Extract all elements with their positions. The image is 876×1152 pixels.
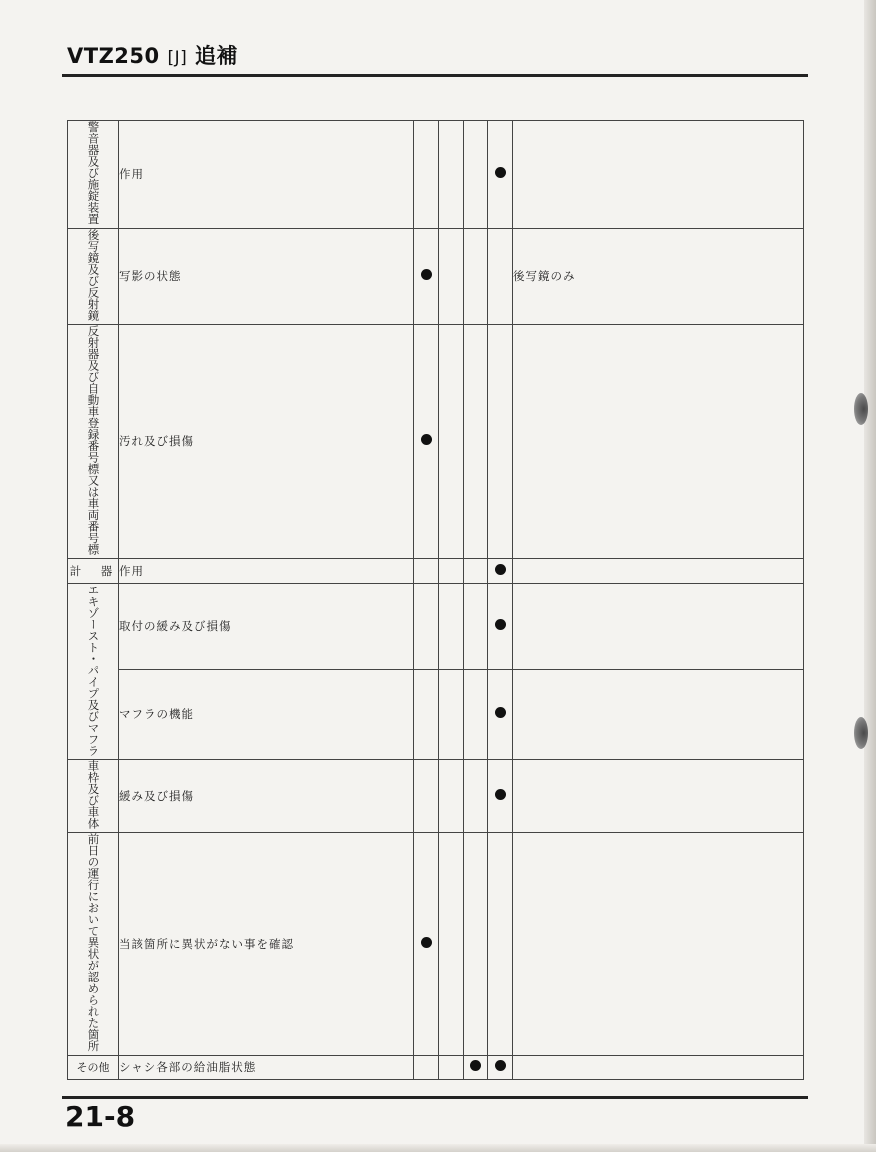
mark-cell-2 (439, 324, 464, 558)
category-cell (68, 1055, 119, 1079)
mark-cell-4 (488, 833, 513, 1056)
category-label: エキゾースト・パイプ及びマフラ (86, 583, 101, 756)
item-cell: 取付の緩み及び損傷 (119, 583, 414, 669)
mark-cell-2 (439, 669, 464, 759)
mark-cell-4 (488, 324, 513, 558)
section-name: 追補 (195, 44, 239, 68)
mark-cell-3 (464, 669, 488, 759)
category-cell (68, 228, 119, 324)
table-row (68, 1055, 804, 1079)
category-cell (68, 583, 119, 760)
mark-cell-3 (464, 228, 488, 324)
category-label: 前日の運行において異状が認められた箇所 (86, 833, 101, 1052)
page-bottom-edge (0, 1144, 876, 1152)
binder-hole-upper (854, 393, 868, 425)
table-row (68, 121, 804, 229)
check-dot (495, 1060, 506, 1071)
mark-cell-4 (488, 121, 513, 229)
check-dot (495, 167, 506, 178)
remark-cell (513, 121, 804, 229)
category-label: 後写鏡及び反射鏡 (86, 228, 101, 321)
mark-cell-3 (464, 833, 488, 1056)
remark-cell: 後写鏡のみ (513, 228, 804, 324)
mark-cell-2 (439, 121, 464, 229)
mark-cell-2 (439, 833, 464, 1056)
model-name: VTZ250 (67, 44, 160, 68)
remark-cell (513, 760, 804, 833)
table-row (68, 833, 804, 1056)
mark-cell-1 (414, 558, 439, 583)
mark-cell-1 (414, 583, 439, 669)
mark-cell-4 (488, 1055, 513, 1079)
mark-cell-1 (414, 228, 439, 324)
category-label: 反射器及び自動車登録番号標又は車両番号標 (86, 324, 101, 555)
check-dot (495, 564, 506, 575)
item-cell: 作用 (119, 558, 414, 583)
category-cell (68, 833, 119, 1056)
category-cell (68, 324, 119, 558)
header-rule (62, 74, 808, 77)
category-label: 計 器 (69, 563, 117, 578)
mark-cell-1 (414, 669, 439, 759)
mark-cell-3 (464, 558, 488, 583)
table-row (68, 228, 804, 324)
mark-cell-4 (488, 558, 513, 583)
item-cell: 汚れ及び損傷 (119, 324, 414, 558)
check-dot (495, 707, 506, 718)
mark-cell-1 (414, 324, 439, 558)
remark-cell (513, 669, 804, 759)
table-row (68, 324, 804, 558)
check-dot (470, 1060, 481, 1071)
page-number: 21-8 (65, 1100, 136, 1133)
mark-cell-1 (414, 121, 439, 229)
remark-cell (513, 324, 804, 558)
category-cell (68, 558, 119, 583)
mark-cell-4 (488, 669, 513, 759)
check-dot (421, 937, 432, 948)
page-header-title (67, 40, 238, 70)
mark-cell-3 (464, 324, 488, 558)
mark-cell-3 (464, 583, 488, 669)
remark-cell (513, 558, 804, 583)
binder-hole-lower (854, 717, 868, 749)
mark-cell-3 (464, 760, 488, 833)
check-dot (495, 619, 506, 630)
check-dot (421, 269, 432, 280)
mark-cell-2 (439, 228, 464, 324)
mark-cell-2 (439, 760, 464, 833)
item-cell: 当該箇所に異状がない事を確認 (119, 833, 414, 1056)
mark-cell-2 (439, 1055, 464, 1079)
mark-cell-1 (414, 833, 439, 1056)
model-suffix: [J] (167, 48, 188, 68)
check-dot (495, 789, 506, 800)
table-row (68, 760, 804, 833)
inspection-table (67, 120, 804, 1080)
table-row (68, 558, 804, 583)
footer-rule (62, 1096, 808, 1099)
category-label: 車枠及び車体 (86, 760, 101, 829)
item-cell: マフラの機能 (119, 669, 414, 759)
mark-cell-4 (488, 583, 513, 669)
check-dot (421, 434, 432, 445)
mark-cell-3 (464, 1055, 488, 1079)
category-label: その他 (76, 1061, 110, 1074)
mark-cell-1 (414, 760, 439, 833)
category-cell (68, 760, 119, 833)
mark-cell-4 (488, 760, 513, 833)
remark-cell (513, 1055, 804, 1079)
item-cell: 写影の状態 (119, 228, 414, 324)
mark-cell-2 (439, 583, 464, 669)
remark-cell (513, 583, 804, 669)
mark-cell-2 (439, 558, 464, 583)
page-edge (864, 0, 876, 1152)
item-cell: 作用 (119, 121, 414, 229)
item-cell: 緩み及び損傷 (119, 760, 414, 833)
category-label: 警音器及び施錠装置 (86, 121, 101, 225)
table-row (68, 583, 804, 669)
mark-cell-4 (488, 228, 513, 324)
table-row (68, 669, 804, 759)
mark-cell-3 (464, 121, 488, 229)
category-cell (68, 121, 119, 229)
mark-cell-1 (414, 1055, 439, 1079)
remark-cell (513, 833, 804, 1056)
item-cell: シャシ各部の給油脂状態 (119, 1055, 414, 1079)
